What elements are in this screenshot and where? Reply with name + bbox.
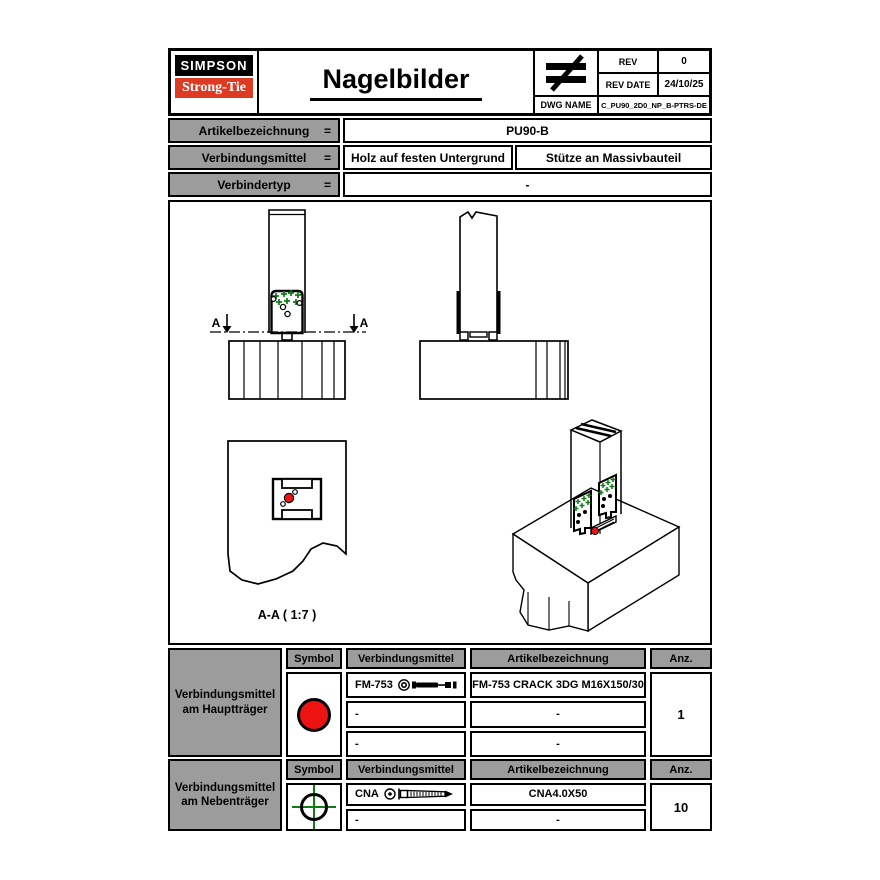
logo-strongtie: Strong-Tie [175, 78, 253, 98]
side-view [420, 212, 568, 399]
verbindungsmittel-value-1: Holz auf festen Untergrund [343, 145, 513, 170]
fastener-cell: - [346, 809, 466, 832]
article-cell: - [470, 701, 646, 727]
sheet-title-cell [259, 51, 533, 113]
article-cell: - [470, 809, 646, 832]
article-cell: - [470, 731, 646, 757]
section-label-a-right: A [359, 316, 369, 330]
sheet-title: Nagelbilder [310, 64, 481, 101]
fastener-table-hauptträger [168, 648, 712, 757]
col-header-symbol: Symbol [286, 648, 342, 669]
section-arrow-left [223, 314, 232, 333]
equals-sign: = [323, 177, 331, 192]
equals-sign: = [323, 150, 331, 165]
symbol-cell [286, 783, 342, 831]
info-row-verbindungsmittel [168, 145, 712, 170]
drawing-area [168, 200, 712, 645]
fastener-table-nebenträger [168, 759, 712, 831]
rev-date-value: 24/10/25 [659, 74, 709, 95]
section-view-a-a [228, 441, 346, 622]
artikelbezeichnung-value: PU90-B [343, 118, 712, 143]
technical-drawing [170, 202, 710, 643]
dwg-name-value: C_PU90_2D0_NP_B-PTRS-DE [599, 97, 709, 113]
col-header-verbindungsmittel: Verbindungsmittel [346, 648, 466, 669]
table-row-label: Verbindungsmittel am Nebenträger [168, 759, 282, 831]
article-cell: FM-753 CRACK 3DG M16X150/30 [470, 672, 646, 698]
col-header-artikelbezeichnung: Artikelbezeichnung [470, 648, 646, 669]
col-header-artikelbezeichnung: Artikelbezeichnung [470, 759, 646, 780]
green-crosshair-symbol-icon [292, 785, 336, 829]
fastener-cell [346, 783, 466, 806]
equals-sign: = [323, 123, 331, 138]
fastener-name: CNA [355, 788, 379, 801]
drawing-sheet [168, 48, 712, 831]
dwg-name-label: DWG NAME [535, 97, 597, 113]
simpson-strongtie-logo [171, 51, 259, 113]
qty-cell: 1 [650, 672, 712, 757]
info-label: Verbindertyp [217, 177, 291, 192]
symbol-cell [286, 672, 342, 757]
section-view-caption: A-A ( 1:7 ) [257, 608, 317, 622]
fastener-name: FM-753 [355, 679, 393, 692]
logo-simpson: SIMPSON [175, 55, 253, 76]
fastener-cell: - [346, 701, 466, 727]
section-arrow-right [350, 314, 359, 333]
verbindungsmittel-value-2: Stütze an Massivbauteil [515, 145, 712, 170]
front-view [210, 210, 369, 399]
info-row-verbindertyp [168, 172, 712, 197]
anchor-mark-red [284, 493, 293, 502]
not-equal-icon [535, 51, 597, 95]
col-header-symbol: Symbol [286, 759, 342, 780]
red-circle-symbol-icon [297, 698, 331, 732]
fastener-cell [346, 672, 466, 698]
article-cell: CNA4.0X50 [470, 783, 646, 806]
col-header-anz: Anz. [650, 648, 712, 669]
rev-value: 0 [659, 51, 709, 72]
revision-block [533, 51, 709, 113]
article-info-table [168, 118, 712, 199]
table-row-label: Verbindungsmittel am Hauptträger [168, 648, 282, 757]
anchor-mark-red [591, 527, 598, 534]
rev-date-label: REV DATE [599, 74, 657, 95]
col-header-anz: Anz. [650, 759, 712, 780]
verbindertyp-value: - [343, 172, 712, 197]
info-label: Artikelbezeichnung [198, 123, 310, 138]
info-row-artikelbezeichnung [168, 118, 712, 143]
info-label: Verbindungsmittel [201, 150, 307, 165]
section-label-a-left: A [211, 316, 221, 330]
col-header-verbindungsmittel: Verbindungsmittel [346, 759, 466, 780]
nail-icon [383, 786, 455, 802]
fastener-cell: - [346, 731, 466, 757]
title-block [168, 48, 712, 116]
qty-cell: 10 [650, 783, 712, 831]
anchor-bolt-icon [397, 677, 461, 693]
rev-label: REV [599, 51, 657, 72]
isometric-view [513, 420, 679, 631]
